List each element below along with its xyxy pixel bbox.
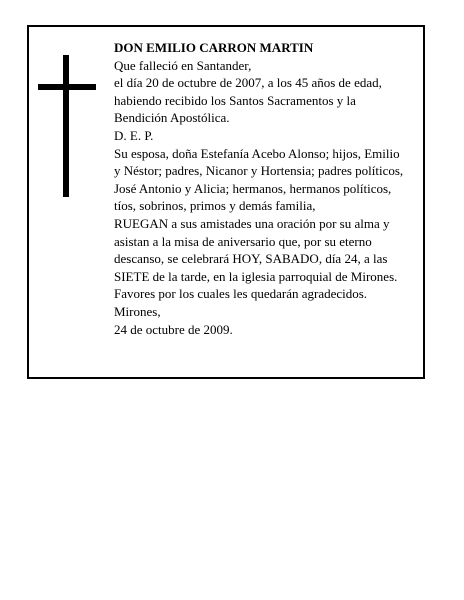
deceased-name: DON EMILIO CARRON MARTIN bbox=[114, 40, 314, 55]
notice-line: y Néstor; padres, Nicanor y Hortensia; padres políticos, bbox=[114, 163, 404, 179]
notice-line: RUEGAN a sus amistades una oración por su alma y bbox=[114, 215, 390, 231]
notice-line: asistan a la misa de aniversario que, por su eterno bbox=[114, 233, 372, 249]
notice-line: Mirones, bbox=[114, 303, 161, 319]
notice-line: el día 20 de octubre de 2007, a los 45 años de edad, bbox=[114, 75, 382, 91]
notice-line: Su esposa, doña Estefanía Acebo Alonso; hijos, Emilio bbox=[114, 145, 400, 161]
notice-line: D. E. P. bbox=[114, 127, 154, 143]
notice-text bbox=[114, 39, 424, 338]
notice-line: 24 de octubre de 2009. bbox=[114, 321, 233, 337]
cross-icon-vertical-bar bbox=[63, 55, 69, 197]
notice-line: descanso, se celebrará HOY, SABADO, día 24, a las bbox=[114, 251, 388, 267]
notice-line: José Antonio y Alicia; hermanos, hermanos políticos, bbox=[114, 180, 392, 196]
notice-line: SIETE de la tarde, en la iglesia parroquial de Mirones. bbox=[114, 268, 398, 284]
notice-line: tíos, sobrinos, primos y demás familia, bbox=[114, 198, 316, 214]
cross-icon-horizontal-bar bbox=[38, 84, 96, 90]
notice-line: Favores por los cuales les quedarán agradecidos. bbox=[114, 286, 368, 302]
notice-line: habiendo recibido los Santos Sacramentos y la bbox=[114, 92, 356, 108]
notice-line: Bendición Apostólica. bbox=[114, 110, 230, 126]
notice-line: Que falleció en Santander, bbox=[114, 57, 252, 73]
